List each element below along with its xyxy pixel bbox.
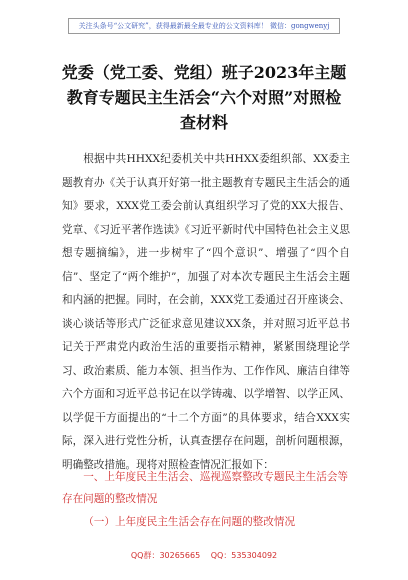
footer-qq: QQ：535304092 [210, 551, 278, 560]
document-title [44, 60, 364, 135]
footer-contact [0, 550, 408, 561]
title-line-2: 教育专题民主生活会“六个对照”对照检 [66, 88, 342, 107]
title-line-1: 党委（党工委、党组）班子2023年主题 [61, 63, 347, 82]
body-paragraph: 根据中共HHXX纪委机关中共HHXX委组织部、XX委主题教育办《关于认真开好第一批主题教育专题民主生活会的通知》要求，XXX党工委会前认真组织学习了党的XX大报告、党章、《习近平著作选读》《习近平新时代中国特色社会主义思想专题摘编》，进一步树牢了“四个意识”、增强了“四个自信”、坚定了“两个维护”，加强了对本次专题民主生活会主题和内涵的把握。同时，在会前，XXX党工委通过召开座谈会、谈心谈话等形式广泛征求意见建议XX条，并对照习近平总书记关于严肃党内政治生活的重要指示精神，紧紧围绕理论学习、政治素质、能力本领、担当作为、工作作风、廉洁自律等六个方面和习近平总书记在以学铸魂、以学增智、以学正风、以学促干方面提出的“十二个方面”的具体要求，结合XXX实际，深入进行党性分析，认真查摆存在问题，剖析问题根源，明确整改措施。现将对照检查情况汇报如下： [62, 153, 350, 471]
footer-qq-group: QQ群：30265665 [130, 551, 201, 560]
promo-banner: 关注头条号“公文研究”，获得最新最全最专业的公文资料库！ 微信：gongwenyj [68, 18, 340, 34]
section-heading-2: （一）上年度民主生活会存在问题的整改情况 [83, 516, 296, 528]
body-text [62, 148, 350, 477]
section-heading-1: 一、上年度民主生活会、巡视巡察整改专题民主生活会等存在问题的整改情况 [62, 471, 349, 505]
title-line-3: 查材料 [179, 113, 228, 132]
